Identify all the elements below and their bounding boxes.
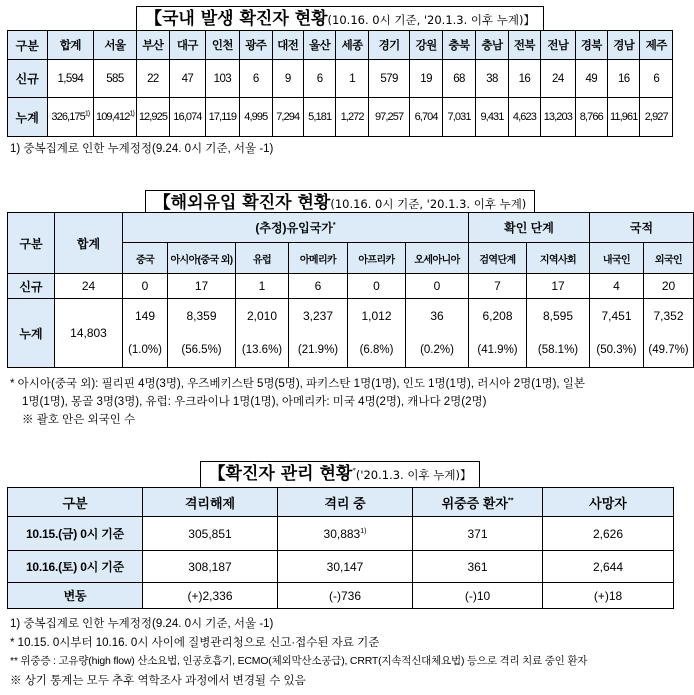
cell: 38	[476, 60, 508, 98]
cell-percent: (58.1%)	[527, 334, 590, 368]
overseas-title-main: 【해외유입 확진자 현황	[153, 193, 331, 213]
footnote-mark: 1)	[84, 110, 90, 118]
overseas-group-nationality: 국적	[590, 213, 694, 243]
row-label: 신규	[8, 274, 55, 299]
cell: 36	[406, 299, 469, 334]
domestic-col-gangwon: 강원	[410, 31, 442, 60]
cell: 1	[336, 60, 368, 98]
overseas-col-total: 합계	[55, 213, 123, 274]
overseas-col-america: 아메리카	[289, 243, 348, 274]
overseas-row-new	[8, 274, 694, 299]
cell: 7,294	[272, 98, 303, 137]
cell: 2,644	[543, 551, 674, 583]
overseas-col-africa: 아프리카	[348, 243, 406, 274]
management-col-label: 구분	[8, 488, 143, 517]
management-col-severe	[413, 488, 543, 517]
management-note-1: 1) 중복집계로 인한 누계정정(9.24. 0시 기준, 서울 -1)	[10, 618, 274, 630]
overseas-col-label: 구분	[8, 213, 55, 274]
management-row-change	[8, 583, 674, 609]
domestic-col-seoul: 서울	[94, 31, 137, 60]
footnote-mark: *	[332, 222, 336, 229]
overseas-note-3: ※ 괄호 안은 외국인 수	[22, 414, 136, 426]
cell: 97,257	[368, 98, 410, 137]
cell: 19	[410, 60, 442, 98]
domestic-col-ulsan: 울산	[303, 31, 335, 60]
domestic-title-main: 【국내 발생 확진자 현황	[144, 9, 328, 29]
domestic-col-jeonbuk: 전북	[508, 31, 540, 60]
overseas-col-quarantine: 검역단계	[469, 243, 527, 274]
overseas-title-sub: (10.16. 0시 기준, '20.1.3. 이후 누계)	[330, 197, 527, 211]
footnote-mark: 1)	[129, 110, 134, 118]
management-note-4: ※ 상기 통계는 모두 추후 역학조사 과정에서 변경될 수 있음	[10, 675, 306, 687]
domestic-header-row	[8, 31, 673, 60]
management-title-sub: ('20.1.3. 이후 누계)】	[355, 468, 472, 482]
cell-percent: (13.6%)	[236, 334, 289, 368]
management-header-row	[8, 488, 674, 517]
cell: 4	[590, 274, 644, 299]
cell: 103	[205, 60, 239, 98]
cell: 8,359	[168, 299, 236, 334]
cell: 12,925	[136, 98, 169, 137]
cell: 6,208	[469, 299, 527, 334]
cell: 5,181	[303, 98, 335, 137]
cell: 149	[123, 299, 168, 334]
domestic-col-daejeon: 대전	[272, 31, 303, 60]
overseas-header-row-1	[8, 213, 694, 243]
cell: 17,119	[205, 98, 239, 137]
cell: 13,203	[541, 98, 575, 137]
cell-value: 326,175	[51, 111, 85, 123]
cell: (-)736	[278, 583, 413, 609]
overseas-group-country	[123, 213, 469, 243]
cell: 308,187	[143, 551, 278, 583]
domestic-footnote: 1) 중복집계로 인한 누계정정(9.24. 0시 기준, 서울 -1)	[10, 143, 274, 155]
row-label: 10.16.(토) 0시 기준	[8, 551, 143, 583]
cell: 68	[442, 60, 475, 98]
domestic-col-chungbuk: 충북	[442, 31, 475, 60]
domestic-title-sub: (10.16. 0시 기준, '20.1.3. 이후 누계)】	[327, 13, 536, 27]
cell-value: 30,883	[323, 526, 361, 541]
domestic-col-sejong: 세종	[336, 31, 368, 60]
cell-value: 109,412	[95, 111, 130, 123]
cell: (-)10	[413, 583, 543, 609]
overseas-col-asia: 아시아(중국 외)	[168, 243, 236, 274]
management-row-current	[8, 551, 674, 583]
domestic-row-cumulative	[8, 98, 673, 137]
cell: 0	[123, 274, 168, 299]
cell-seoul	[94, 98, 137, 137]
overseas-col-europe: 유럽	[236, 243, 289, 274]
cell: 2,927	[640, 98, 673, 137]
footnote-mark: *	[352, 466, 356, 475]
overseas-col-community: 지역사회	[527, 243, 590, 274]
cell: 2,010	[236, 299, 289, 334]
cell: 7	[469, 274, 527, 299]
row-label: 10.15.(금) 0시 기준	[8, 517, 143, 551]
cell: 7,031	[442, 98, 475, 137]
domestic-col-gyeongbuk: 경북	[575, 31, 607, 60]
cell: 0	[348, 274, 406, 299]
cell-percent: (21.9%)	[289, 334, 348, 368]
domestic-title	[0, 6, 680, 33]
cell: 30,147	[278, 551, 413, 583]
cell: 0	[406, 274, 469, 299]
cell-isolated	[278, 517, 413, 551]
cell: 11,961	[608, 98, 640, 137]
domestic-col-busan: 부산	[136, 31, 169, 60]
cell: 16	[608, 60, 640, 98]
cell: 6	[289, 274, 348, 299]
row-label: 누계	[8, 98, 48, 137]
cell: 24	[541, 60, 575, 98]
cell: 17	[527, 274, 590, 299]
management-col-released: 격리해제	[143, 488, 278, 517]
cell-total	[47, 98, 94, 137]
management-note-2: * 10.15. 0시부터 10.16. 0시 사이에 질병관리청으로 신고·접수된 자료 기준	[10, 637, 380, 649]
domestic-col-gyeongnam: 경남	[608, 31, 640, 60]
management-col-isolated: 격리 중	[278, 488, 413, 517]
cell: 1,594	[47, 60, 94, 98]
cell-percent: (41.9%)	[469, 334, 527, 368]
domestic-col-gyeonggi: 경기	[368, 31, 410, 60]
overseas-col-foreign: 외국인	[644, 243, 694, 274]
cell: 6	[640, 60, 673, 98]
domestic-col-total: 합계	[47, 31, 94, 60]
domestic-col-jeju: 제주	[640, 31, 673, 60]
overseas-col-china: 중국	[123, 243, 168, 274]
cell: 8,595	[527, 299, 590, 334]
cell: 579	[368, 60, 410, 98]
domestic-col-chungnam: 충남	[476, 31, 508, 60]
cell: 16	[508, 60, 540, 98]
cell: 8,766	[575, 98, 607, 137]
cell: (+)18	[543, 583, 674, 609]
overseas-group-stage: 확인 단계	[469, 213, 590, 243]
cell: 1,012	[348, 299, 406, 334]
cell: 3,237	[289, 299, 348, 334]
cell: 2,626	[543, 517, 674, 551]
overseas-note-1: * 아시아(중국 외): 필리핀 4명(3명), 우즈베키스탄 5명(5명), 파키스탄 1명(1명), 인도 1명(1명), 러시아 2명(1명), 일본	[10, 378, 586, 390]
domestic-title-box	[136, 6, 544, 33]
cell: 9	[272, 60, 303, 98]
overseas-table	[7, 212, 694, 368]
management-table	[7, 487, 674, 609]
cell: 1	[236, 274, 289, 299]
cell: 4,995	[240, 98, 272, 137]
group-label: (추정)유입국가	[255, 221, 333, 235]
cell-total: 14,803	[55, 299, 123, 368]
cell: (+)2,336	[143, 583, 278, 609]
cell: 17	[168, 274, 236, 299]
cell: 7,352	[644, 299, 694, 334]
footnote-mark: 1)	[360, 527, 367, 535]
domestic-col-label: 구분	[8, 31, 48, 60]
row-label: 신규	[8, 60, 48, 98]
overseas-col-korean: 내국인	[590, 243, 644, 274]
cell-percent: (56.5%)	[168, 334, 236, 368]
management-title-main: 【확진자 관리 현황	[208, 464, 353, 484]
cell-percent: (6.8%)	[348, 334, 406, 368]
cell: 4,623	[508, 98, 540, 137]
cell: 1,272	[336, 98, 368, 137]
management-title-box	[200, 461, 481, 488]
domestic-col-gwangju: 광주	[240, 31, 272, 60]
cell: 305,851	[143, 517, 278, 551]
footnote-mark: **	[507, 497, 514, 505]
overseas-col-oceania: 오세아니아	[406, 243, 469, 274]
management-title	[0, 461, 680, 488]
cell: 371	[413, 517, 543, 551]
cell: 20	[644, 274, 694, 299]
domestic-table	[7, 30, 673, 137]
domestic-col-incheon: 인천	[205, 31, 239, 60]
header-label: 위중증 환자	[441, 495, 508, 511]
cell-percent: (1.0%)	[123, 334, 168, 368]
domestic-col-jeonnam: 전남	[541, 31, 575, 60]
domestic-row-new	[8, 60, 673, 98]
cell: 22	[136, 60, 169, 98]
cell-total: 24	[55, 274, 123, 299]
cell-percent: (0.2%)	[406, 334, 469, 368]
management-row-prev	[8, 517, 674, 551]
cell: 585	[94, 60, 137, 98]
cell: 49	[575, 60, 607, 98]
management-note-3: ** 위중증 : 고유량(high flow) 산소요법, 인공호흡기, ECMO(체외막산소공급), CRRT(지속적신대체요법) 등으로 격리 치료 중인 환자	[10, 655, 588, 667]
row-label: 변동	[8, 583, 143, 609]
cell-percent: (49.7%)	[644, 334, 694, 368]
cell: 361	[413, 551, 543, 583]
cell: 16,074	[170, 98, 205, 137]
row-label: 누계	[8, 299, 55, 368]
overseas-row-cumulative	[8, 299, 694, 334]
overseas-note-2: 1명(1명), 몽골 3명(3명), 유럽: 우크라이나 1명(1명), 아메리카: 미국 4명(2명), 캐나다 2명(2명)	[22, 396, 487, 408]
management-col-deaths: 사망자	[543, 488, 674, 517]
cell: 6	[303, 60, 335, 98]
domestic-col-daegu: 대구	[170, 31, 205, 60]
cell: 47	[170, 60, 205, 98]
cell: 7,451	[590, 299, 644, 334]
cell: 6,704	[410, 98, 442, 137]
cell: 9,431	[476, 98, 508, 137]
cell-percent: (50.3%)	[590, 334, 644, 368]
cell: 6	[240, 60, 272, 98]
